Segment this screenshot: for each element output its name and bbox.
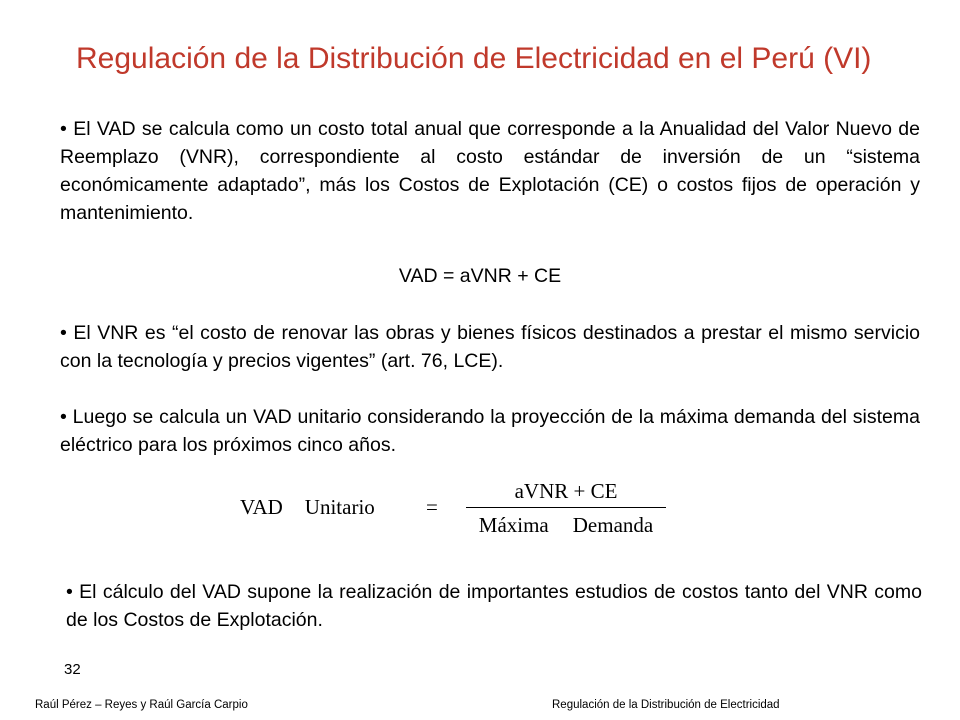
formula-denominator-maxima: Máxima [478,513,549,537]
slide-title: Regulación de la Distribución de Electricidad en el Perú (VI) [76,42,872,75]
bullet-estudios-costos: • El cálculo del VAD supone la realización de importantes estudios de costos tanto del VNR como de los Costos de Explotación. [66,581,922,631]
slide-number: 32 [64,661,81,678]
formula-equals: = [426,495,438,519]
formula-lhs-vad: VAD [240,495,283,519]
bullet-vad-definition: • El VAD se calcula como un costo total anual que corresponde a la Anualidad del Valor Nuevo de Reemplazo (VNR), correspondiente al costo estándar de inversión de un “sistema económicamente adaptado”, más los Costos de Explotación (CE) o costos fijos de operación y mantenimiento. [60,118,920,224]
formula-lhs [240,495,375,520]
formula-denominator [466,511,666,539]
footer-presentation-title: Regulación de la Distribución de Electricidad [552,699,780,711]
formula-numerator: aVNR + CE [514,479,618,503]
bullet-vnr-definition: • El VNR es “el costo de renovar las obras y bienes físicos destinados a prestar el mismo servicio con la tecnología y precios vigentes” (art. 76, LCE). [60,322,920,372]
formula-fraction-bar [466,507,666,508]
formula-vad: VAD = aVNR + CE [398,265,562,287]
formula-fraction [466,477,666,539]
footer-authors: Raúl Pérez – Reyes y Raúl García Carpio [35,699,248,711]
formula-denominator-demanda: Demanda [572,513,654,537]
formula-lhs-unitario: Unitario [304,495,375,519]
bullet-vad-unitario: • Luego se calcula un VAD unitario considerando la proyección de la máxima demanda del sistema eléctrico para los próximos cinco años. [60,406,920,456]
